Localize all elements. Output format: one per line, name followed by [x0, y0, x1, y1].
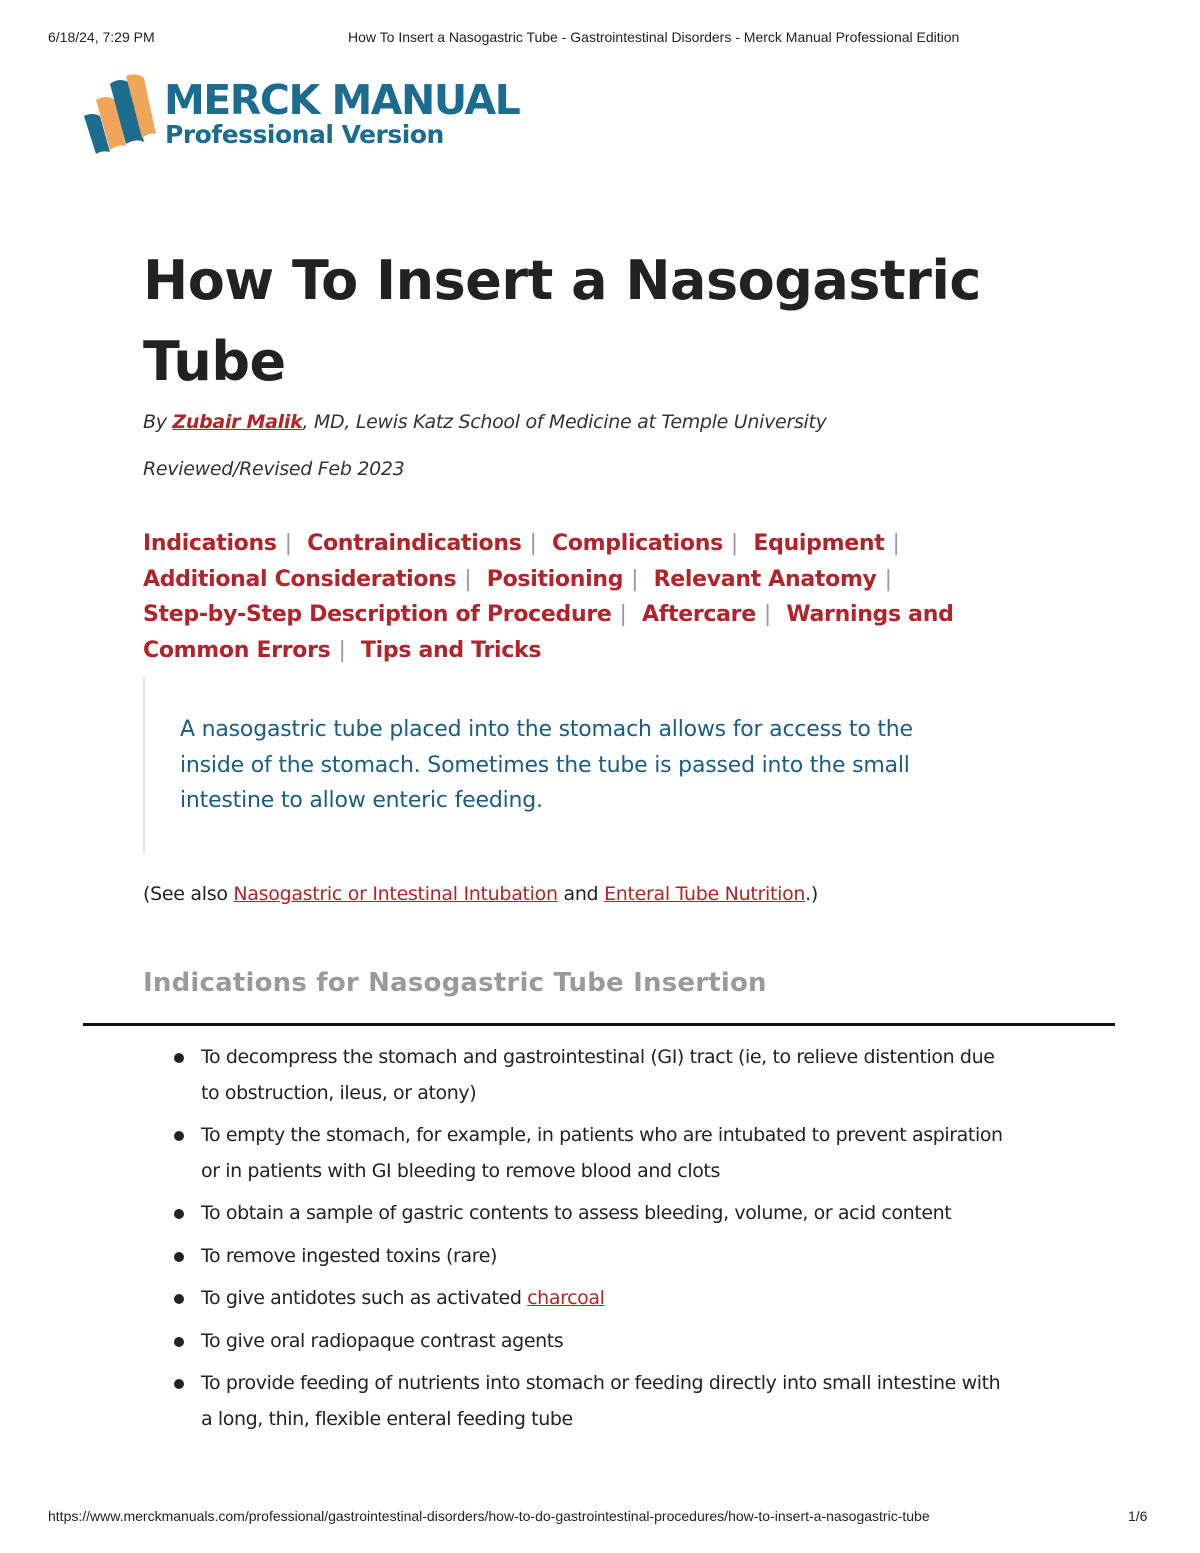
indication-text: To empty the stomach, for example, in patients who are intubated to prevent aspiration or in patients with GI bleeding to remove blood and clots — [201, 1124, 1003, 1182]
page-title: How To Insert a Nasogastric Tube — [143, 249, 981, 393]
bullet-icon — [174, 1294, 184, 1304]
indication-text: To give antidotes such as activated — [201, 1287, 528, 1309]
page-number: 1/6 — [1128, 1508, 1148, 1524]
section-divider — [83, 1023, 1115, 1026]
bullet-icon — [174, 1252, 184, 1262]
toc-link-additional-considerations[interactable]: Additional Considerations — [143, 566, 457, 592]
toc-link-contraindications[interactable]: Contraindications — [307, 531, 522, 556]
toc-link-complications[interactable]: Complications — [551, 531, 723, 556]
toc-link-equipment[interactable]: Equipment — [753, 531, 885, 556]
toc-link-positioning[interactable]: Positioning — [486, 566, 624, 592]
summary-text: A nasogastric tube placed into the stomach allows for access to the inside of the stomach. Sometimes the tube is passed into the small intestine to allow enteric feeding. — [180, 717, 913, 813]
indication-text: To remove ingested toxins (rare) — [201, 1244, 497, 1267]
see-also-link-intubation[interactable]: Nasogastric or Intestinal Intubation — [233, 883, 558, 905]
indication-item — [172, 1239, 1012, 1275]
toc-separator: | — [464, 566, 472, 592]
indication-item — [172, 1366, 1012, 1437]
see-also-middle: and — [557, 883, 605, 905]
toc-link-relevant-anatomy[interactable]: Relevant Anatomy — [653, 566, 877, 592]
toc-link-tips-and-tricks[interactable]: Tips and Tricks — [360, 637, 542, 663]
reviewed-date: Reviewed/Revised Feb 2023 — [143, 458, 405, 480]
toc-link-indications[interactable]: Indications — [143, 531, 277, 556]
bullet-icon — [174, 1379, 184, 1389]
summary-callout — [143, 676, 1023, 854]
bullet-icon — [174, 1337, 184, 1347]
indication-item — [172, 1196, 1012, 1232]
toc-separator: | — [884, 566, 892, 592]
print-footer — [0, 1508, 1200, 1528]
indication-item — [172, 1040, 1012, 1111]
indication-text: To give oral radiopaque contrast agents — [201, 1329, 564, 1352]
byline-prefix: By — [143, 411, 173, 433]
see-also-link-enteral-nutrition[interactable]: Enteral Tube Nutrition — [604, 883, 806, 905]
toc-separator: | — [338, 637, 346, 663]
merck-logo-icon — [80, 72, 160, 156]
indication-text: To obtain a sample of gastric contents to assess bleeding, volume, or acid content — [201, 1202, 952, 1224]
indication-item — [172, 1324, 1012, 1360]
indication-text: To decompress the stomach and gastrointestinal (GI) tract (ie, to relieve distention due to obstruction, ileus, or atony) — [201, 1046, 995, 1104]
indication-item — [172, 1118, 1012, 1189]
toc-separator: | — [284, 531, 292, 556]
toc-separator: | — [763, 602, 771, 627]
print-doc-title: How To Insert a Nasogastric Tube - Gastrointestinal Disorders - Merck Manual Professional Edition — [348, 29, 960, 45]
print-date: 6/18/24, 7:29 PM — [48, 29, 155, 45]
see-also — [143, 883, 818, 905]
see-also-suffix: .) — [805, 883, 819, 905]
see-also-prefix: (See also — [143, 883, 234, 905]
byline-suffix: , MD, Lewis Katz School of Medicine at Temple University — [302, 411, 827, 433]
charcoal-link[interactable]: charcoal — [527, 1287, 605, 1309]
merck-manual-logo[interactable] — [80, 70, 520, 160]
byline — [143, 411, 827, 433]
logo-sub-text: Professional Version — [165, 120, 444, 149]
logo-brand-text: MERCK MANUAL — [164, 76, 520, 124]
toc-link-warnings-and-common-errors[interactable]: Warnings and Common Errors — [143, 602, 954, 663]
bullet-icon — [174, 1131, 184, 1141]
toc-separator: | — [619, 602, 627, 627]
toc-separator: | — [892, 531, 900, 556]
bullet-icon — [174, 1209, 184, 1219]
toc-separator: | — [730, 531, 739, 556]
print-header — [0, 27, 1200, 47]
bullet-icon — [174, 1053, 184, 1063]
toc-link-step-by-step-description-of-procedure[interactable]: Step-by-Step Description of Procedure — [143, 602, 612, 627]
indications-list — [172, 1040, 1012, 1444]
indication-text: To provide feeding of nutrients into stomach or feeding directly into small intestine with a long, thin, flexible enteral feeding tube — [201, 1372, 1001, 1430]
toc-separator: | — [529, 531, 537, 556]
section-heading-indications: Indications for Nasogastric Tube Insertion — [143, 968, 767, 998]
indication-item — [172, 1281, 1012, 1317]
table-of-contents — [143, 526, 963, 668]
toc-link-aftercare[interactable]: Aftercare — [641, 602, 756, 627]
author-link[interactable]: Zubair Malik — [172, 411, 303, 433]
toc-separator: | — [631, 566, 639, 592]
print-url: https://www.merckmanuals.com/professional/gastrointestinal-disorders/how-to-do-gastrointestinal-procedures/how-to-insert-a-nasogastric-tube — [48, 1508, 930, 1524]
